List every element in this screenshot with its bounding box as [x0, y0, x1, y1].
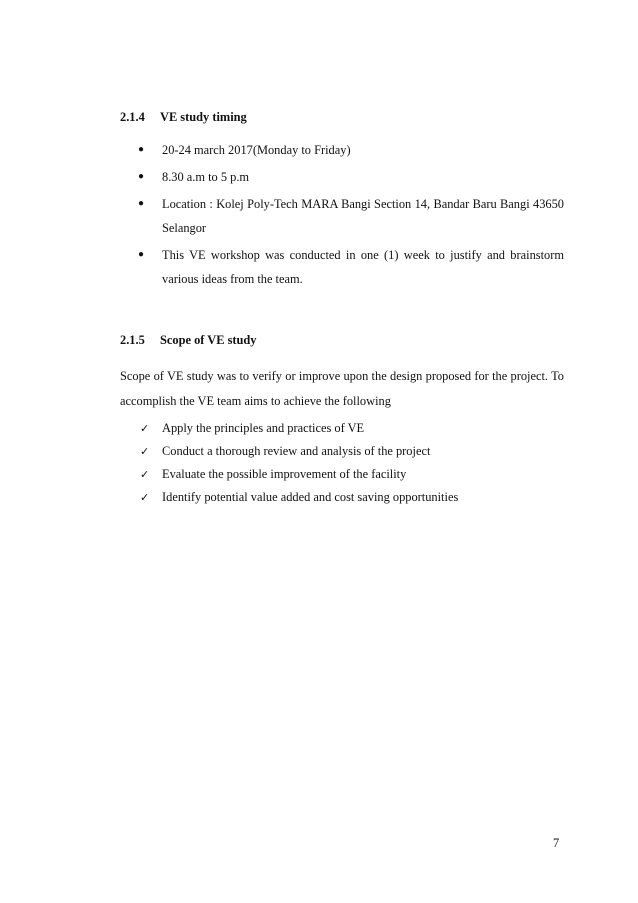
section-number: 2.1.4: [120, 110, 145, 124]
list-item: ● Location : Kolej Poly-Tech MARA Bangi Section 14, Bandar Baru Bangi 43650 Selangor: [136, 192, 564, 240]
list-item: ● 20-24 march 2017(Monday to Friday): [136, 138, 564, 162]
checkmark-icon: ✓: [140, 445, 150, 458]
list-item: ● This VE workshop was conducted in one (1) week to justify and brainstorm various ideas from the team.: [136, 243, 564, 291]
list-item: ✓ Apply the principles and practices of VE: [140, 417, 560, 440]
section-heading-scope: [120, 333, 257, 348]
list-item: ✓ Evaluate the possible improvement of the facility: [140, 463, 560, 486]
bullet-icon: ●: [138, 144, 145, 155]
section-number: 2.1.5: [120, 333, 145, 347]
list-item: ● 8.30 a.m to 5 p.m: [136, 165, 564, 189]
list-item: ✓ Identify potential value added and cost saving opportunities: [140, 486, 560, 509]
section-heading-timing: [120, 110, 247, 125]
bullet-icon: ●: [138, 249, 145, 260]
timing-bullet-list: [136, 138, 564, 294]
checkmark-icon: ✓: [140, 422, 150, 435]
section-title: Scope of VE study: [160, 333, 257, 347]
list-item: ✓ Conduct a thorough review and analysis of the project: [140, 440, 560, 463]
bullet-icon: ●: [138, 198, 145, 209]
scope-paragraph: Scope of VE study was to verify or improve upon the design proposed for the project. To accomplish the VE team aims to achieve the following: [120, 369, 564, 408]
checkmark-icon: ✓: [140, 491, 150, 504]
page-number: 7: [553, 836, 560, 850]
section-title: VE study timing: [160, 110, 247, 124]
bullet-icon: ●: [138, 171, 145, 182]
scope-check-list: [140, 417, 560, 509]
checkmark-icon: ✓: [140, 468, 150, 481]
